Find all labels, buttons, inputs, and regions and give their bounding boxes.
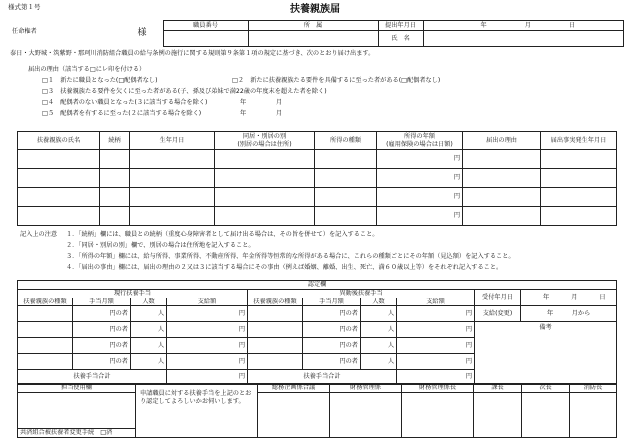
dependents-table [17,131,617,226]
col-dependent-name: 扶養親族の氏名 [18,132,100,150]
reason-5-year: 年 [240,110,247,117]
reason-4-month: 月 [276,99,283,106]
current-allowance-header: 現行扶養手当 [18,290,248,298]
seal-box-6[interactable] [570,393,617,438]
seal-label-3: 財務管理係長 [402,384,474,393]
approval-statement: 申請職員に対する扶養手当を上記のとおり認定してよろしいかお伺いします。 [136,384,258,438]
notes-label: 記入上の注意 [20,231,58,238]
after-allowance-header: 異動後扶養手当 [248,290,475,298]
after-total-label: 扶養手当合計 [248,370,397,385]
approval-title: 認定欄 [18,281,617,290]
affiliation-header: 所 属 [248,21,378,31]
received-date-field[interactable]: 年 月 日 [521,290,617,306]
staff-number-header: 職員番号 [163,21,248,31]
reason-4-year: 年 [240,99,247,106]
table-row[interactable]: 円 [18,150,617,169]
reason-5-month: 月 [276,110,283,117]
col-income-amount: 所得の年額 (雇用保険の場合は日額) [377,132,463,150]
affiliation-field[interactable] [248,31,378,47]
current-total-label: 扶養手当合計 [18,370,167,385]
seal-label-6: 消防長 [570,384,617,393]
reason-1[interactable]: □１ 新たに職員となった(□配偶者なし) [42,77,158,84]
after-amount-header: 支給額 [397,298,475,306]
received-date-label: 受付年月日 [475,290,521,306]
col-income-type: 所得の種類 [315,132,377,150]
after-unit-header: 手当月額 [303,298,361,306]
after-total-field[interactable]: 円 [397,370,475,385]
staff-use-field[interactable] [18,393,136,429]
note-1: １．「続柄」欄には、職員との続柄（重度心身障害者として届け出る場合は、その旨を併せて）を記入すること。 [66,231,379,238]
seal-box-1[interactable] [258,393,330,438]
staff-number-field[interactable] [163,31,248,47]
seal-box-3[interactable] [402,393,474,438]
seal-box-4[interactable] [474,393,522,438]
pay-change-field[interactable]: 年 月から [521,306,617,322]
table-row[interactable]: 円 [18,169,617,188]
sama-label: 様 [137,28,147,39]
col-reason: 届出の理由 [463,132,541,150]
col-relation: 続柄 [100,132,130,150]
current-total-field[interactable]: 円 [167,370,248,385]
pay-change-label: 支給(変更) [475,306,521,322]
note-4: ４．「届出の事由」欄には、届出の理由の２又は３に該当する場合にその事由（例えば婚姻、離婚、出生、死亡、満６０歳以上等）をそれぞれ記入すること。 [66,264,503,271]
after-kind-header: 扶養親族の種類 [248,298,303,306]
seal-label-2: 財務管理係 [330,384,402,393]
intro-text: 泰日・大野城・筑紫野・那珂川消防組合職員の給与条例の施行に関する規則第９条第１項の規定に基づき、次のとおり届け出ます。 [10,50,375,57]
current-count-header: 人数 [131,298,167,306]
table-row[interactable]: 円の者 人 円 円の者 人 円 備考 [18,322,617,338]
form-number: 様式第１号 [8,3,41,11]
remarks-field[interactable]: 備考 [475,322,617,385]
col-event-date: 届出事実発生年月日 [541,132,617,150]
note-2: ２．「同居・別居の別」欄で、別居の場合は住所地を記入すること。 [66,242,255,249]
submit-date-header: 提出年月日 [378,21,423,31]
kyosai-row[interactable]: 共済組合被扶養者変更手続 □済 [18,429,136,438]
reason-5[interactable]: □５ 配偶者を有するに至った(２に該当する場合を除く) [42,110,202,117]
note-3: ３．「所得の年額」欄には、給与所得、事業所得、不動産所得、年金所得等恒常的な所得がある場合に、これらの種類ごとにその年額（見込額）を記入すること。 [66,253,515,260]
table-row[interactable]: 円の者 人 円 円の者 人 円 [18,338,617,354]
table-row[interactable]: 円 [18,207,617,226]
seal-label-4: 課長 [474,384,522,393]
col-birthdate: 生年月日 [130,132,215,150]
footer-table [17,383,617,438]
after-count-header: 人数 [361,298,397,306]
header-table [8,20,624,47]
name-label: 氏 名 [378,31,423,47]
form-title: 扶養親族届 [290,4,340,15]
reason-4[interactable]: □４ 配偶者のない職員となった(３に該当する場合を除く) [42,99,208,106]
table-row[interactable]: 円の者 人 円 円の者 人 円 [18,354,617,370]
name-field[interactable] [423,31,623,47]
submit-date-field[interactable]: 年 月 日 [423,21,623,31]
reason-3[interactable]: □３ 扶養親族たる要件を欠くに至った者がある(子、孫及び弟妹で満22歳の年度末を超えた者を除く) [42,88,327,95]
approval-table [17,280,617,385]
col-living-status: 同居・別居の別 (別居の場合は住所) [215,132,315,150]
seal-label-1: 総務企画係合議 [258,384,330,393]
reason-2[interactable]: □２ 新たに扶養親族たる要件を具備するに至った者がある(□配偶者なし) [232,77,441,84]
reasons-header: 届出の理由（該当する□にレ印を付ける） [28,66,146,73]
seal-label-5: 次長 [522,384,570,393]
seal-box-5[interactable] [522,393,570,438]
current-kind-header: 扶養親族の種類 [18,298,73,306]
table-row[interactable]: 円の者 人 円 円の者 人 円 支給(変更) 年 月から [18,306,617,322]
staff-use-label: 担当使用欄 [18,384,136,393]
current-amount-header: 支給額 [167,298,248,306]
table-row[interactable]: 円 [18,188,617,207]
current-unit-header: 手当月額 [73,298,131,306]
seal-box-2[interactable] [330,393,402,438]
appointer-label: 任命権者 [12,28,37,36]
